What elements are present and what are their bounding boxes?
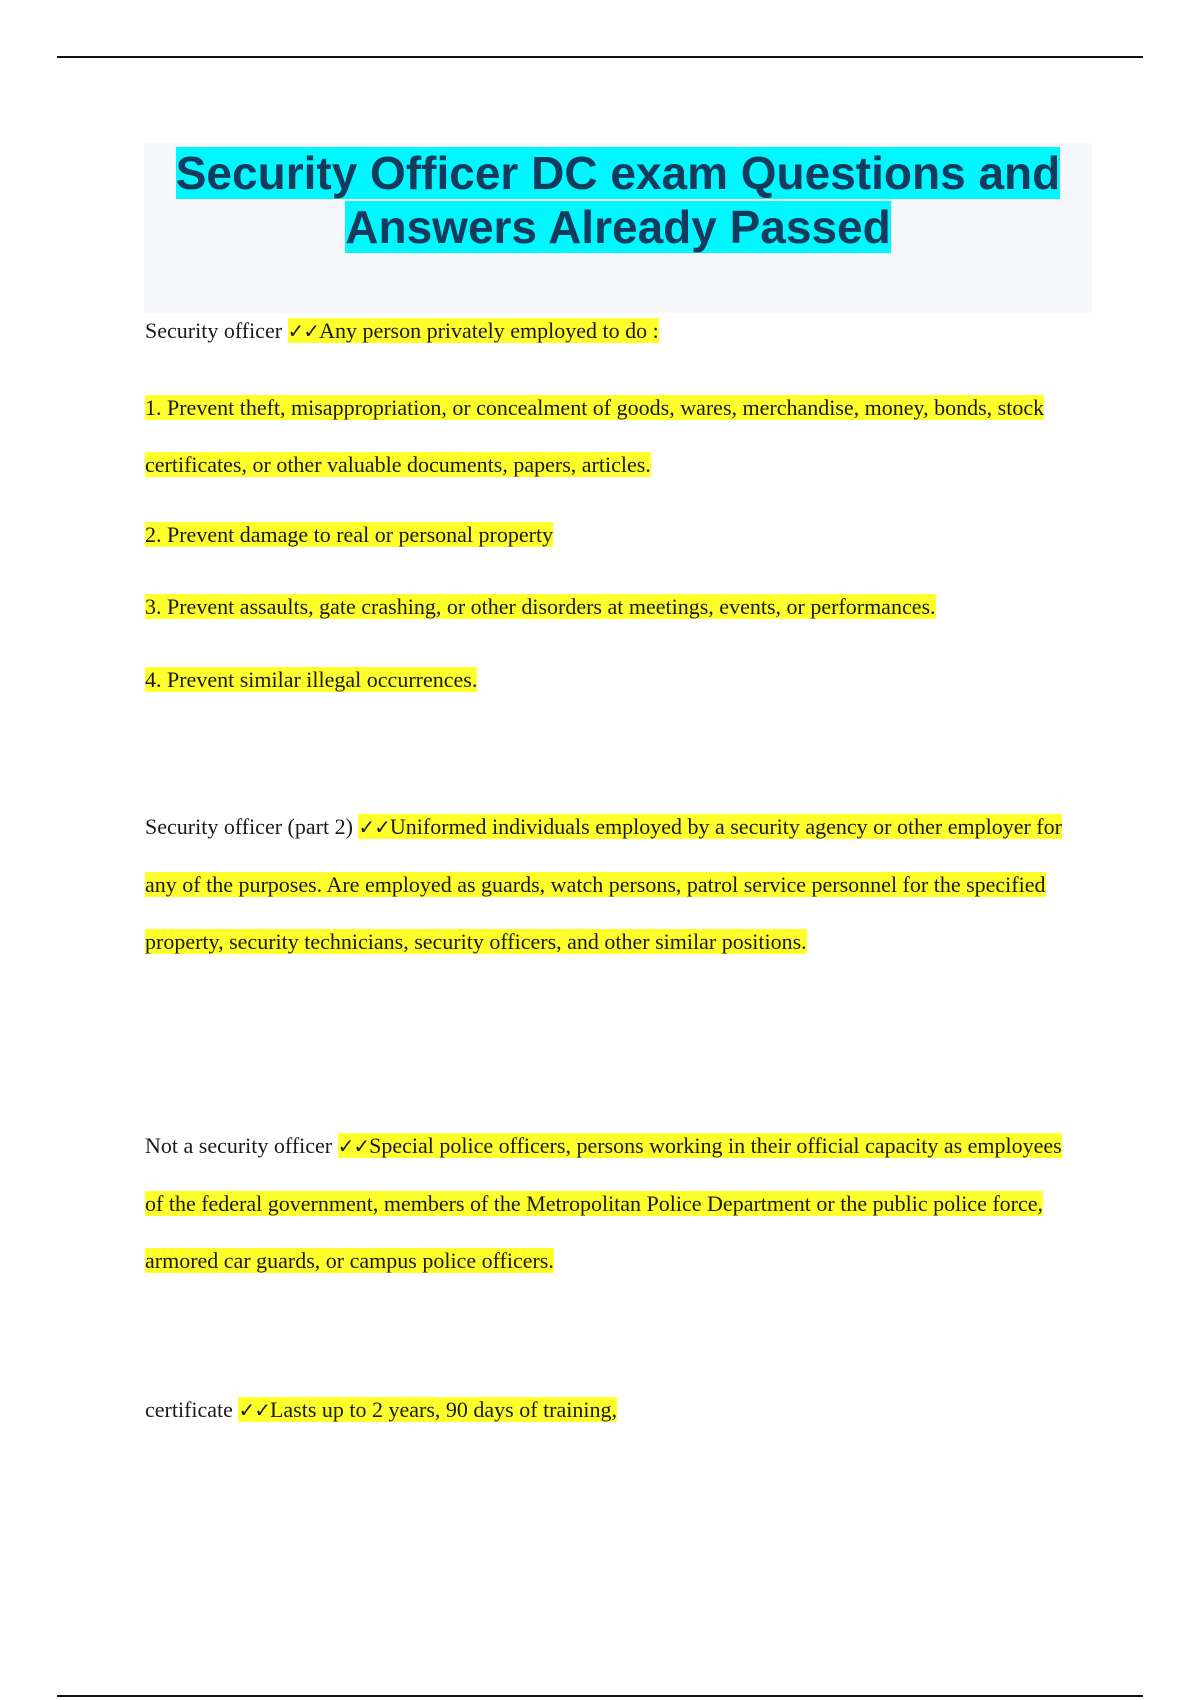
entry-answer-text: Lasts up to 2 years, 90 days of training,	[269, 1397, 618, 1422]
title-line-1: Security Officer DC exam Questions and	[175, 147, 1061, 199]
entry-answer-text: Special police officers, persons working in their official capacity as employees of the federal government, members of the Metropolitan Police Department or the public police force, armored car guards, or campus police officers.	[145, 1133, 1062, 1273]
list-item-text: 2. Prevent damage to real or personal property	[145, 522, 554, 547]
title-line-2: Answers Already Passed	[345, 201, 891, 253]
document-title	[144, 143, 1092, 254]
list-item-text: 1. Prevent theft, misappropriation, or concealment of goods, wares, merchandise, money, bonds, stock certificates, or other valuable documents, papers, articles.	[145, 395, 1045, 477]
qa-entry-not-a-security-officer	[145, 1117, 1085, 1289]
entry-term: Not a security officer	[145, 1133, 333, 1158]
document-title-block	[144, 143, 1092, 313]
qa-entry-certificate	[145, 1381, 1085, 1439]
entry-answer-text: Uniformed individuals employed by a security agency or other employer for any of the purposes. Are employed as guards, watch persons, patrol service personnel for the specified property, security technicians, security officers, and other similar positions.	[145, 814, 1062, 954]
list-item	[145, 379, 1085, 493]
double-check-icon: ✓✓	[287, 319, 320, 343]
list-item-text: 3. Prevent assaults, gate crashing, or other disorders at meetings, events, or performances.	[145, 594, 936, 619]
list-item	[145, 506, 1085, 563]
double-check-icon: ✓✓	[238, 1398, 270, 1422]
entry-term: Security officer	[145, 318, 283, 343]
qa-entry-security-officer-part-2	[145, 798, 1085, 970]
double-check-icon: ✓✓	[358, 815, 390, 839]
header-rule	[57, 56, 1143, 58]
entry-term: certificate	[145, 1397, 233, 1422]
list-item	[145, 578, 1085, 635]
entry-answer-text: Any person privately employed to do :	[319, 318, 659, 343]
double-check-icon: ✓✓	[337, 1134, 370, 1158]
list-item	[145, 651, 1085, 708]
footer-rule	[57, 1695, 1143, 1697]
entry-answer	[238, 1397, 617, 1422]
entry-term: Security officer (part 2)	[145, 814, 353, 839]
qa-entry-security-officer	[145, 302, 1085, 360]
entry-answer	[288, 318, 659, 343]
list-item-text: 4. Prevent similar illegal occurrences.	[145, 667, 478, 692]
